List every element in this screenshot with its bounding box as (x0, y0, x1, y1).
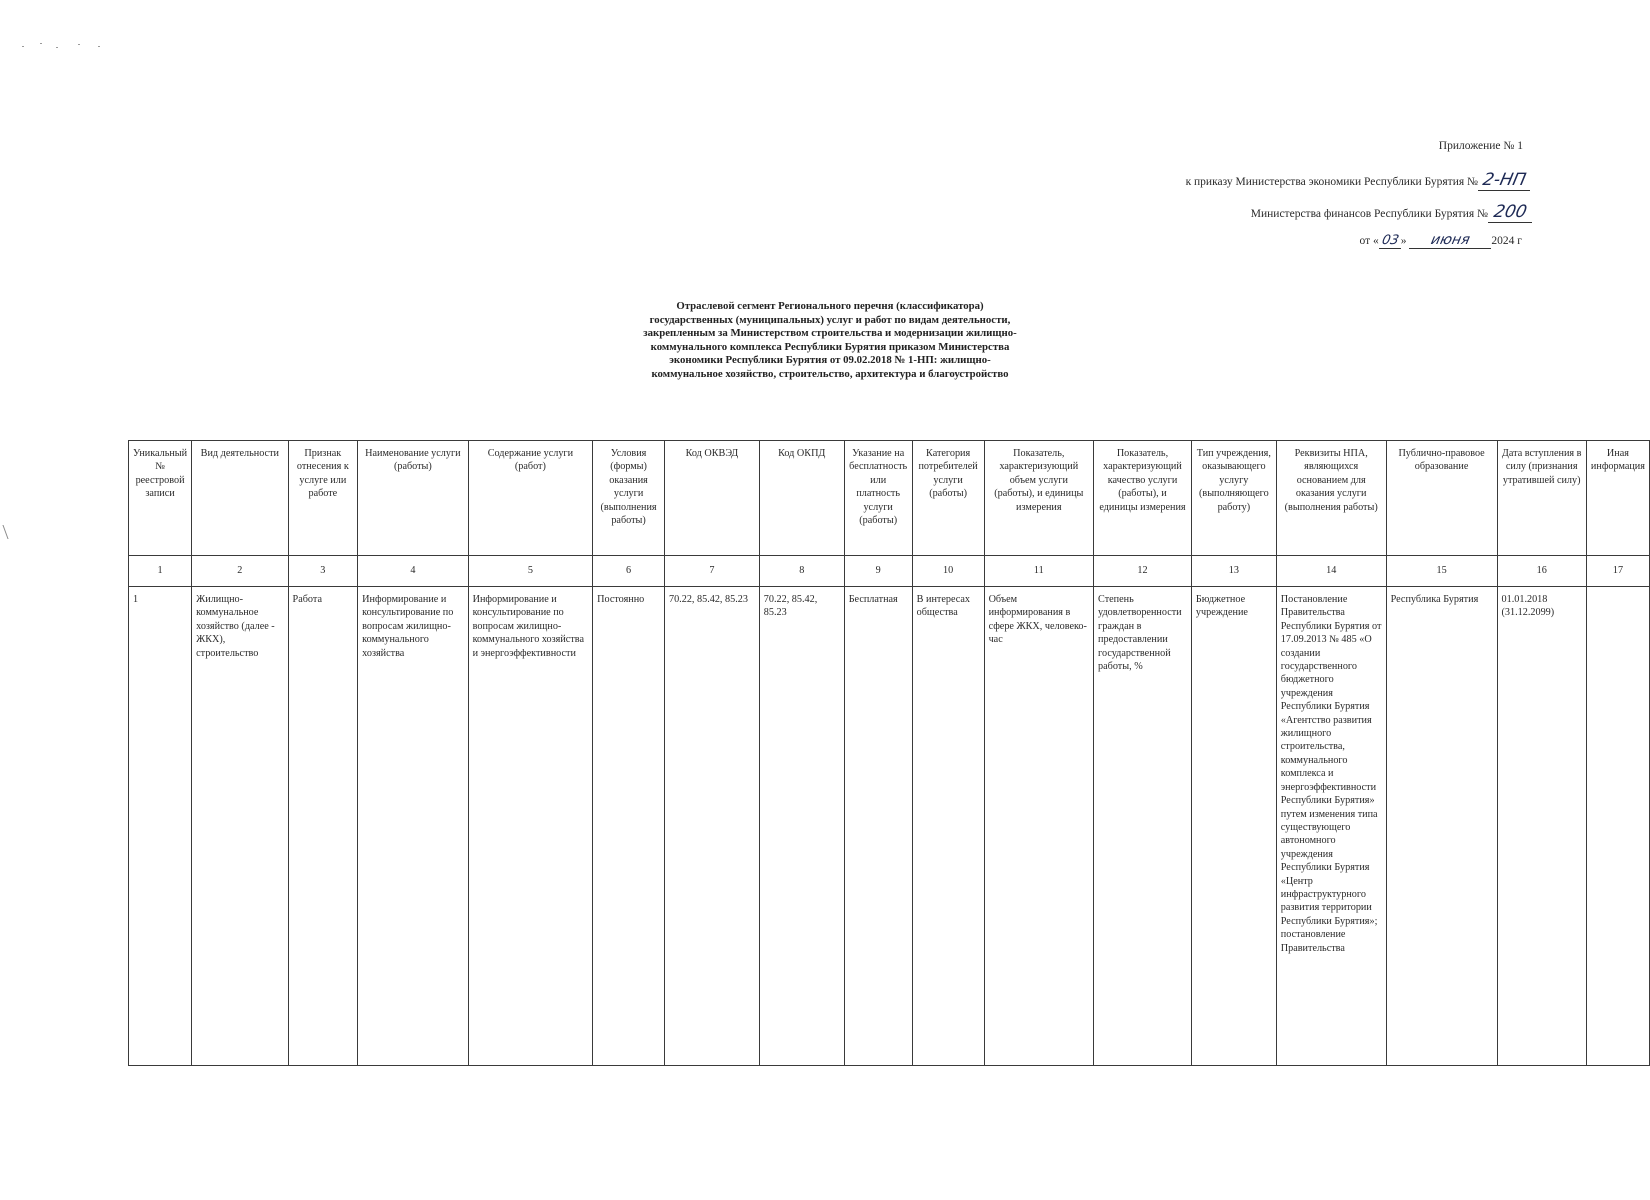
cell-service-content: Информирование и консультирование по вопросам жилищно-коммунального хозяйства и энергоэффективности (468, 587, 593, 1066)
column-number: 2 (192, 556, 288, 587)
column-header: Указание на бесплатность или платность услуги (работы) (844, 441, 912, 556)
column-number: 5 (468, 556, 593, 587)
column-header: Реквизиты НПА, являющихся основанием для оказания услуги (выполнения работы) (1276, 441, 1386, 556)
cell-okpd-code: 70.22, 85.42, 85.23 (759, 587, 844, 1066)
column-header: Вид деятельности (192, 441, 288, 556)
column-header: Уникальный № реестровой записи (129, 441, 192, 556)
cell-payment: Бесплатная (844, 587, 912, 1066)
column-number: 11 (984, 556, 1093, 587)
cell-effective-date: 01.01.2018 (31.12.2099) (1497, 587, 1586, 1066)
column-header: Условия (формы) оказания услуги (выполнения работы) (593, 441, 665, 556)
column-number: 17 (1586, 556, 1649, 587)
column-number: 15 (1386, 556, 1497, 587)
column-number: 12 (1094, 556, 1192, 587)
column-header: Публично-правовое образование (1386, 441, 1497, 556)
date-month: июня (1429, 232, 1472, 248)
cell-service-name: Информирование и консультирование по вопросам жилищно-коммунального хозяйства (358, 587, 468, 1066)
column-number: 14 (1276, 556, 1386, 587)
column-header: Дата вступления в силу (признания утратившей силу) (1497, 441, 1586, 556)
cell-institution-type: Бюджетное учреждение (1191, 587, 1276, 1066)
cell-public-entity: Республика Бурятия (1386, 587, 1497, 1066)
column-header: Наименование услуги (работы) (358, 441, 468, 556)
column-number: 4 (358, 556, 468, 587)
date-day: 03 (1380, 233, 1400, 248)
economy-order-prefix: к приказу Министерства экономики Республики Бурятия № (1185, 176, 1478, 188)
column-header: Тип учреждения, оказывающего услугу (выполняющего работу) (1191, 441, 1276, 556)
order-date-line (1360, 233, 1522, 249)
scan-edge-mark (2, 525, 12, 539)
column-number: 7 (664, 556, 759, 587)
cell-consumer-category: В интересах общества (912, 587, 984, 1066)
approval-header (950, 0, 1650, 260)
column-number: 13 (1191, 556, 1276, 587)
column-number: 3 (288, 556, 358, 587)
column-number: 9 (844, 556, 912, 587)
column-number: 6 (593, 556, 665, 587)
column-header: Категория потребителей услуги (работы) (912, 441, 984, 556)
column-header: Показатель, характеризующий качество услуги (работы), и единицы измерения (1094, 441, 1192, 556)
economy-order-number: 2-НП (1480, 170, 1528, 190)
cell-okved-code: 70.22, 85.42, 85.23 (664, 587, 759, 1066)
cell-service-or-work: Работа (288, 587, 358, 1066)
date-suffix: 2024 г (1491, 235, 1522, 247)
finance-order-number: 200 (1491, 202, 1529, 222)
table-row (129, 587, 1650, 1066)
date-mid: » (1400, 235, 1407, 247)
appendix-label: Приложение № 1 (1438, 140, 1523, 152)
document-title: Отраслевой сегмент Регионального перечня (классификатора) государственных (муниципальных) услуг и работ по видам деятельности, закрепленным за Министерством строительства и модернизации жилищно-коммунального комплекса Республики Бурятия приказом Министерства экономики Республики Бурятия от 09.02.2018 № 1-НП: жилищно-коммунальное хозяйство, строительство, архитектура и благоустройство (643, 300, 1017, 380)
finance-order-prefix: Министерства финансов Республики Бурятия № (1250, 208, 1488, 220)
cell-volume-indicator: Объем информирования в сфере ЖКХ, человеко-час (984, 587, 1093, 1066)
column-number: 1 (129, 556, 192, 587)
column-header: Признак отнесения к услуге или работе (288, 441, 358, 556)
cell-registry-number: 1 (129, 587, 192, 1066)
column-number: 16 (1497, 556, 1586, 587)
date-prefix: от « (1359, 235, 1379, 247)
table-header-row (129, 441, 1650, 556)
column-header: Иная информация (1586, 441, 1649, 556)
column-header: Содержание услуги (работ) (468, 441, 593, 556)
cell-activity-type: Жилищно-коммунальное хозяйство (далее - ЖКХ), строительство (192, 587, 288, 1066)
column-header: Код ОКВЭД (664, 441, 759, 556)
economy-order-line (1186, 171, 1530, 191)
cell-other-info (1586, 587, 1649, 1066)
scan-specks (18, 40, 118, 56)
column-header: Показатель, характеризующий объем услуги (работы), и единицы измерения (984, 441, 1093, 556)
cell-conditions: Постоянно (593, 587, 665, 1066)
column-number-row (129, 556, 1650, 587)
column-number: 10 (912, 556, 984, 587)
column-header: Код ОКПД (759, 441, 844, 556)
cell-legal-basis: Постановление Правительства Республики Бурятия от 17.09.2013 № 485 «О создании государственного бюджетного учреждения Республики Бурятия «Агентство развития жилищного строительства, коммунального комплекса и энергоэффективности Республики Бурятия» путем изменения типа существующего автономного учреждения Республики Бурятия «Центр инфраструктурного развития территории Республики Бурятия»; постановление Правительства (1276, 587, 1386, 1066)
services-table (128, 440, 1650, 1066)
cell-quality-indicator: Степень удовлетворенности граждан в предоставлении государственной работы, % (1094, 587, 1192, 1066)
finance-order-line (1251, 203, 1532, 223)
column-number: 8 (759, 556, 844, 587)
